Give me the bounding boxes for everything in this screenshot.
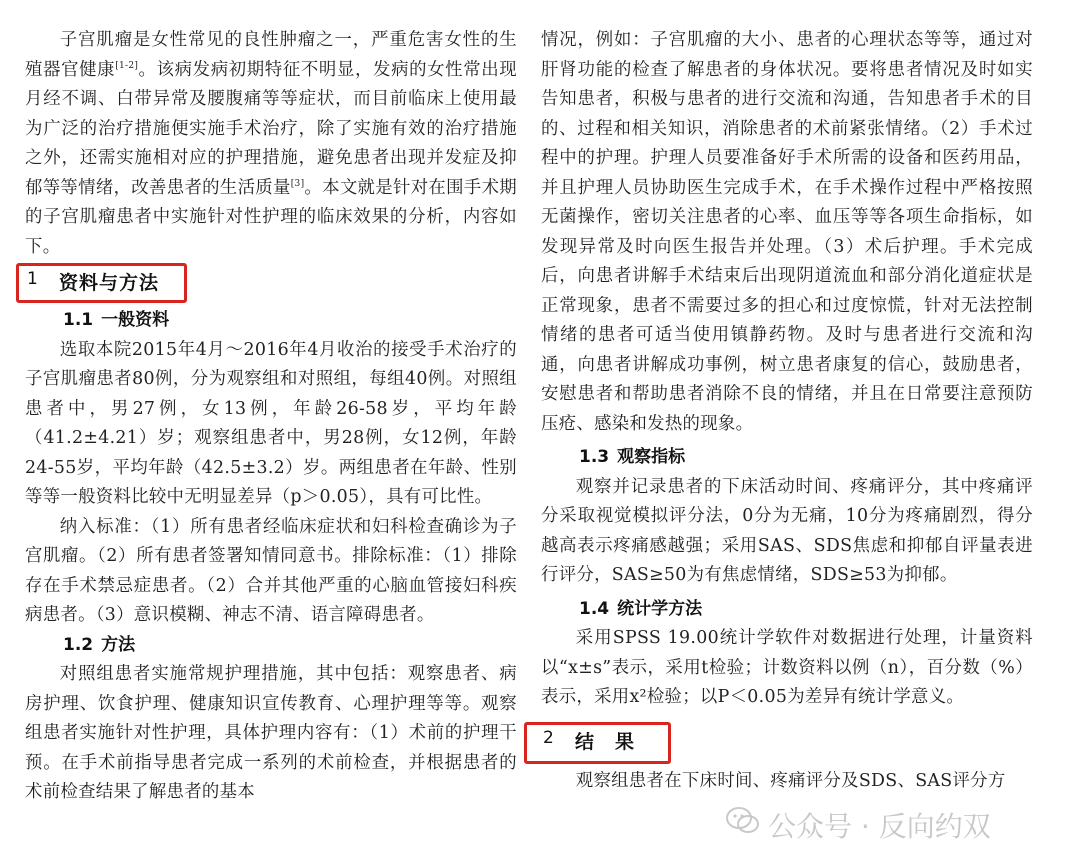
section-1-number: 1 <box>27 269 38 289</box>
subsection-1-1-heading <box>25 306 517 336</box>
intro-text-3: 。本文就是针对在围手术期的子宫肌瘤患者中实施针对性护理的临床效果的分析，内容如下。 <box>25 177 517 257</box>
subsection-1-3-heading <box>541 443 1033 473</box>
section-2-number: 2 <box>543 727 554 748</box>
intro-paragraph <box>25 26 517 262</box>
subsection-1-4-title: 统计学方法 <box>617 598 703 619</box>
section-2-body: 观察组患者在下床时间、疼痛评分及SDS、SAS评分方 <box>575 770 1006 791</box>
subsection-1-2-body: 对照组患者实施常规护理措施，其中包括：观察患者、病房护理、饮食护理、健康知识宣传教育、心理护理等等。观察组患者实施针对性护理，具体护理内容有：（1）术前的护理干预。在手术前指导患者完成一系列的术前检查，并根据患者的术前检查结果了解患者的基本 <box>25 664 517 802</box>
subsection-1-2-heading <box>25 631 517 661</box>
section-2-title: 结 果 <box>575 730 636 753</box>
intro-text-1: 子宫肌瘤是女性常见的良性肿瘤之一，严重危害女性的生殖器官健康 <box>25 30 517 80</box>
citation-3: [3] <box>290 178 305 189</box>
subsection-1-1-number: 1.1 <box>63 310 94 330</box>
subsection-1-4-heading <box>541 595 1033 625</box>
section-1-title: 资料与方法 <box>59 272 160 294</box>
subsection-1-3-number: 1.3 <box>579 447 610 467</box>
subsection-1-3-body: 观察并记录患者的下床活动时间、疼痛评分，其中疼痛评分采取视觉模拟评分法，0分为无痛，10分为疼痛剧烈，得分越高表示疼痛感越强；采用SAS、SDS焦虑和抑郁自评量表进行评分，SAS≥50为有焦虑情绪，SDS≥53为抑郁。 <box>541 476 1033 585</box>
watermark-text: 公众号 · 反向约双 <box>768 810 991 843</box>
subsection-1-1-body: 选取本院2015年4月～2016年4月收治的接受手术治疗的子宫肌瘤患者80例，分为观察组和对照组，每组40例。对照组患者中，男27例，女13例，年龄26-58岁，平均年龄（41.2±4.21）岁；观察组患者中，男28例，女12例，年龄24-55岁，平均年龄（42.5±3.2）岁。两组患者在年龄、性别等等一般资料比较中无明显差异（p＞0.05），具有可比性。 <box>25 339 517 507</box>
wechat-icon <box>726 806 760 836</box>
subsection-1-2-number: 1.2 <box>63 634 94 655</box>
subsection-1-1-title: 一般资料 <box>101 310 170 330</box>
subsection-1-4-body: 采用SPSS 19.00统计学软件对数据进行处理，计量资料以“x±s”表示，采用t检验；计数资料以例（n），百分数（%）表示，采用x²检验；以P＜0.05为差异有统计学意义。 <box>541 628 1033 707</box>
criteria-paragraph: 纳入标准：（1）所有患者经临床症状和妇科检查确诊为子宫肌瘤。（2）所有患者签署知情同意书。排除标准：（1）排除存在手术禁忌症患者。（2）合并其他严重的心脑血管接妇科疾病患者。（3）意识模糊、神志不清、语言障碍患者。 <box>25 516 517 625</box>
methods-continuation: 情况，例如：子宫肌瘤的大小、患者的心理状态等等，通过对肝肾功能的检查了解患者的身体状况。要将患者情况及时如实告知患者，积极与患者的进行交流和沟通，告知患者手术的目的、过程和相关知识，消除患者的术前紧张情绪。（2）手术过程中的护理。护理人员要准备好手术所需的设备和医药用品，并且护理人员协助医生完成手术，在手术操作过程中严格按照无菌操作，密切关注患者的心率、血压等等各项生命指标，如发现异常及时向医生报告并处理。（3）术后护理。手术完成后，向患者讲解手术结束后出现阴道流血和部分消化道症状是正常现象，患者不需要过多的担心和过度惊慌，针对无法控制情绪的患者可适当使用镇静药物。及时与患者进行交流和沟通，向患者讲解成功事例，树立患者康复的信心，鼓励患者，安慰患者和帮助患者消除不良的情绪，并且在日常要注意预防压疮、感染和发热的现象。 <box>541 30 1033 434</box>
subsection-1-3-title: 观察指标 <box>617 447 686 467</box>
section-1-heading <box>25 262 517 306</box>
citation-1-2: [1-2] <box>115 60 139 71</box>
section-2-heading <box>541 719 1033 767</box>
right-column <box>541 26 1033 796</box>
intro-text-2: 。该病发病初期特征不明显，发病的女性常出现月经不调、白带异常及腰腹痛等等症状，而目前临床上使用最为广泛的治疗措施便实施手术治疗，除了实施有效的治疗措施之外，还需实施相对应的护理措施，避免患者出现并发症及抑郁等等情绪，改善患者的生活质量 <box>25 59 517 198</box>
subsection-1-4-number: 1.4 <box>579 598 610 619</box>
subsection-1-2-title: 方法 <box>101 634 136 655</box>
left-column <box>25 26 517 808</box>
